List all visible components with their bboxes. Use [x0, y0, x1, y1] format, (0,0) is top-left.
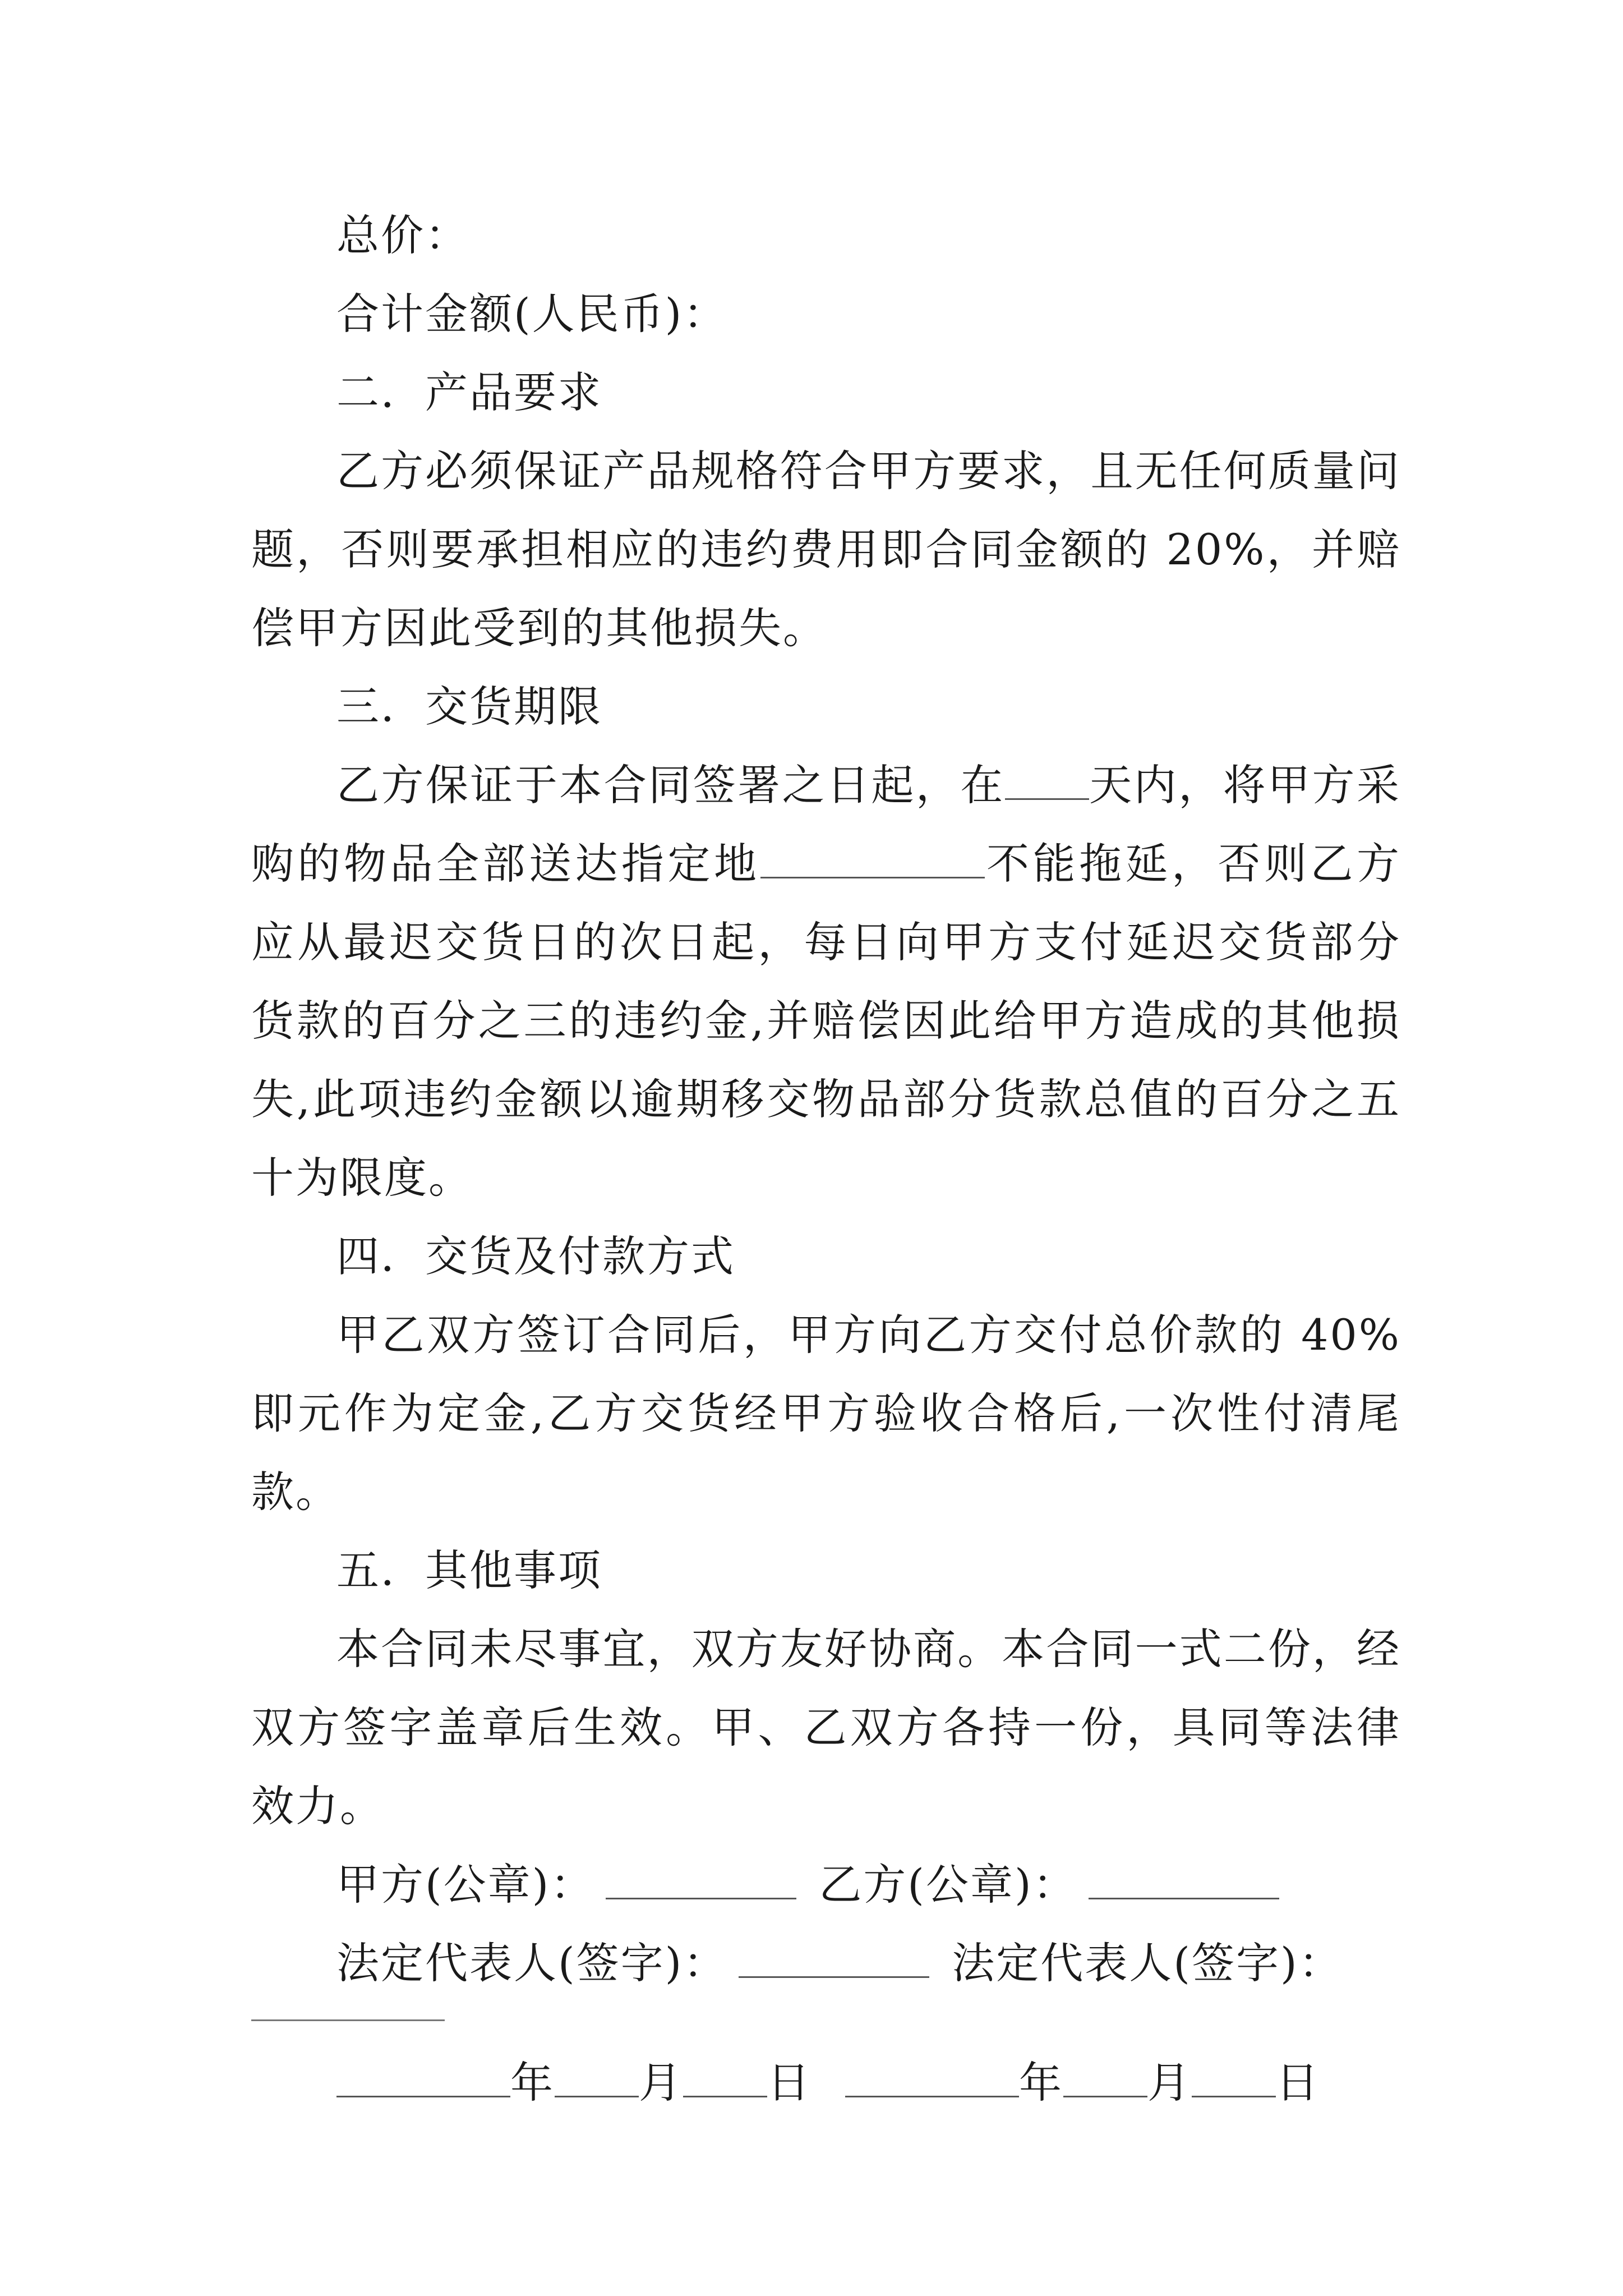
- seal-line: [251, 1846, 1401, 1924]
- year-a-blank: [336, 2058, 510, 2097]
- section-3-title: 三．交货期限: [336, 682, 602, 731]
- representative-line: [251, 1924, 1401, 2003]
- party-b-seal-blank: [1089, 1860, 1279, 1899]
- year-b-label: 年: [1019, 2058, 1063, 2108]
- month-a-blank: [555, 2058, 639, 2097]
- section-5-body: 本合同未尽事宜，双方友好协商。本合同一式二份，经双方签字盖章后生效。甲、乙双方各持一份，具同等法律效力。: [251, 1624, 1401, 1831]
- year-a-label: 年: [510, 2058, 555, 2108]
- date-line: [251, 2044, 1401, 2122]
- section-3-body: [251, 746, 1401, 1217]
- day-b-label: 日: [1276, 2058, 1320, 2108]
- section-4-title: 四．交货及付款方式: [336, 1231, 735, 1281]
- year-b-blank: [845, 2058, 1019, 2097]
- month-a-label: 月: [639, 2058, 683, 2108]
- section-4-body: 甲乙双方签订合同后，甲方向乙方交付总价款的 40%即元作为定金,乙方交货经甲方验收合格后,一次性付清尾款。: [251, 1310, 1401, 1517]
- section-3-text-b: 天内，将甲方采购的物品全部送达指定地: [251, 760, 1401, 889]
- section-3-text-a: 乙方保证于本合同签署之日起，在: [336, 760, 1005, 810]
- section-3-text-c: 不能拖延，否则乙方应从最迟交货日的次日起，每日向甲方支付延迟交货部分货款的百分之三的违约金,并赔偿因此给甲方造成的其他损失,此项违约金额以逾期移交物品部分货款总值的百分之五十为限度。: [251, 839, 1401, 1203]
- contract-body: [251, 196, 1401, 2122]
- rep-a-blank: [739, 1938, 929, 1978]
- day-a-blank: [683, 2058, 767, 2097]
- party-a-seal-label: 甲方(公章)：: [336, 1860, 595, 1910]
- month-b-blank: [1063, 2058, 1147, 2097]
- rep-a-label: 法定代表人(签字)：: [336, 1938, 728, 1988]
- party-a-seal-blank: [606, 1860, 796, 1899]
- section-2-title: 二．产品要求: [336, 367, 602, 417]
- total-amount-line: 合计金额(人民币)：: [336, 289, 728, 339]
- days-blank: [1005, 760, 1089, 800]
- rep-b-label: 法定代表人(签字)：: [952, 1938, 1343, 1988]
- section-2-body: 乙方必须保证产品规格符合甲方要求，且无任何质量问题，否则要承担相应的违约费用即合同金额的 20%，并赔偿甲方因此受到的其他损失。: [251, 446, 1401, 653]
- section-5-title: 五．其他事项: [336, 1545, 602, 1595]
- party-b-seal-label: 乙方(公章)：: [819, 1860, 1077, 1910]
- day-a-label: 日: [767, 2058, 811, 2108]
- location-blank: [760, 839, 985, 878]
- total-price-line: 总价：: [336, 210, 469, 260]
- month-b-label: 月: [1147, 2058, 1192, 2108]
- day-b-blank: [1192, 2058, 1276, 2097]
